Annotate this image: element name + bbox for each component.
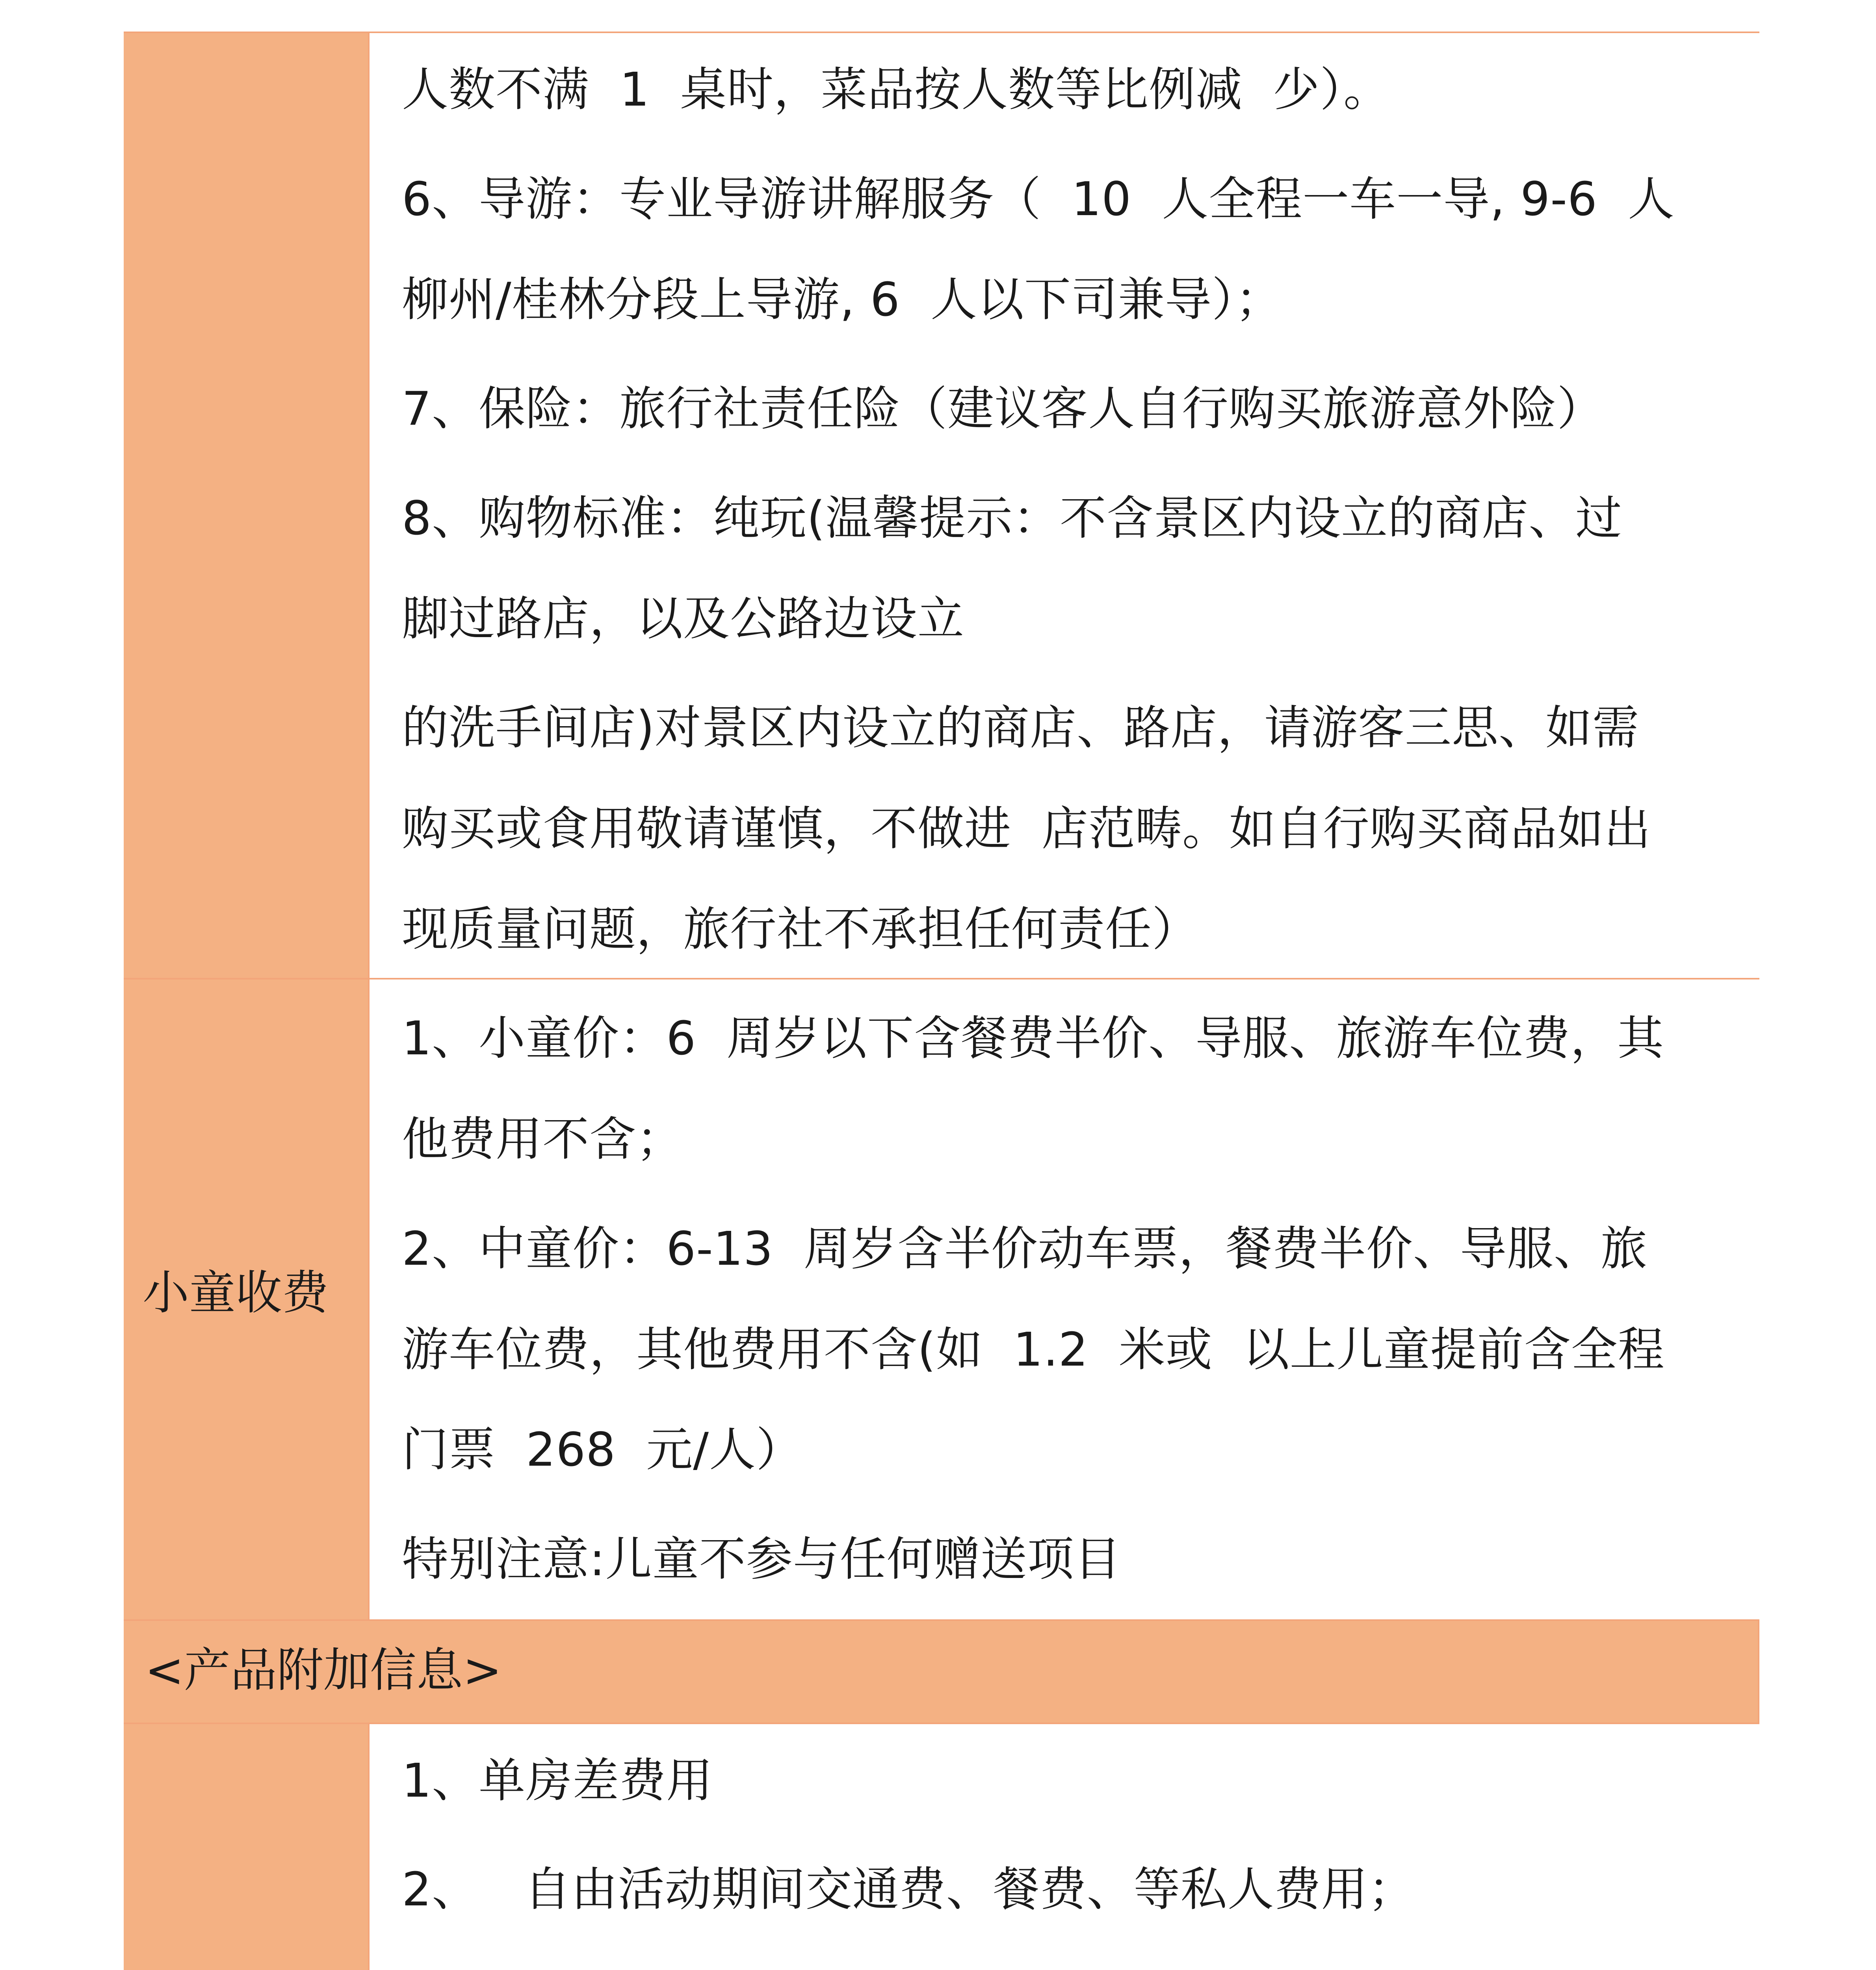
child-fee-content-cell xyxy=(369,979,1759,1620)
text-line: 他费用不含； xyxy=(402,1112,684,1166)
text-line: 8、购物标准：纯玩(温馨提示：不含景区内设立的商店、过 xyxy=(402,491,1623,545)
text-line: 2、中童价：6-13 周岁含半价动车票，餐费半价、导服、旅 xyxy=(402,1221,1648,1276)
text-line xyxy=(402,1968,1651,1970)
table-row-extra-info-header xyxy=(124,1620,1759,1723)
child-fee-label: 小童收费 xyxy=(143,1266,329,1320)
text-line: 1、单房差费用 xyxy=(402,1753,713,1808)
text-line: 2、 自由活动期间交通费、餐费、等私人费用； xyxy=(402,1862,1415,1916)
text-line: 游车位费，其他费用不含(如 1.2 米或 以上儿童提前含全程 xyxy=(402,1322,1665,1377)
extra-info-header: <产品附加信息> xyxy=(145,1643,502,1697)
row-content-cell xyxy=(369,32,1759,979)
text-line: 现质量问题，旅行社不承担任何责任） xyxy=(402,902,1199,956)
text-line: 7、保险：旅行社责任险（建议客人自行购买旅游意外险） xyxy=(402,381,1604,436)
text-line: 特别注意:儿童不参与任何赠送项目 xyxy=(402,1532,1121,1586)
text-line: 购买或食用敬请谨慎，不做进 店范畴。如自行购买商品如出 xyxy=(402,801,1651,856)
text-line: 脚过路店，以及公路边设立 xyxy=(402,591,965,646)
table-border xyxy=(1758,1620,1759,1723)
fee-excluded-content-cell xyxy=(369,1723,1759,1970)
table-border xyxy=(368,1723,370,1970)
fee-excluded-label-cell xyxy=(124,1723,369,1970)
text-line: 的洗手间店)对景区内设立的商店、路店，请游客三思、如需 xyxy=(402,701,1640,755)
text-line: 6、导游：专业导游讲解服务（ 10 人全程一车一导, 9-6 人 xyxy=(402,172,1675,226)
text-line: 柳州/桂林分段上导游, 6 人以下司兼导）； xyxy=(402,272,1282,327)
text-line: 人数不满 1 桌时，菜品按人数等比例减 少）。 xyxy=(402,62,1391,117)
row-label-cell xyxy=(124,32,369,979)
text-line: 门票 268 元/人） xyxy=(402,1422,803,1477)
text-line: 1、小童价：6 周岁以下含餐费半价、导服、旅游车位费，其 xyxy=(402,1011,1664,1065)
table-border xyxy=(368,32,370,1620)
child-fee-label-cell xyxy=(124,979,369,1620)
